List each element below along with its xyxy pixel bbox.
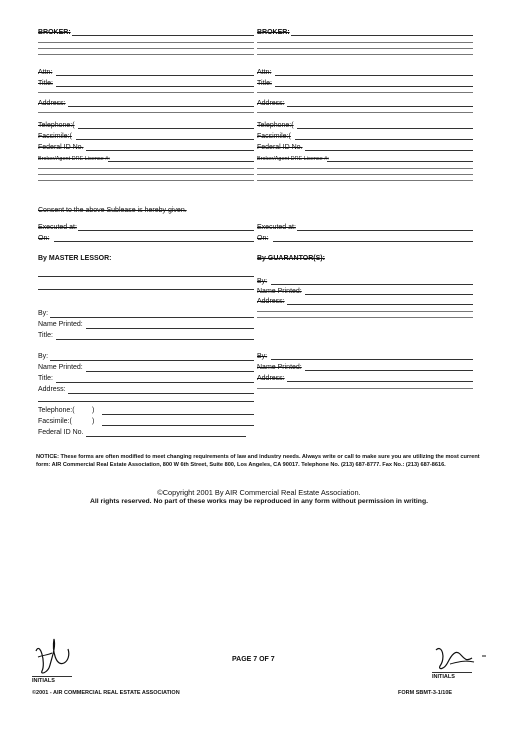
broker-left-line: [38, 174, 254, 175]
broker-right-line: [257, 174, 473, 175]
guarantor-line: [257, 388, 473, 389]
guarantor-heading: By GUARANTOR(S):: [257, 255, 325, 262]
master-lessor-telephone-label: Telephone:(: [38, 407, 75, 414]
guarantor-address2-line: [287, 381, 473, 382]
master-lessor-by1-label: By:: [38, 310, 49, 317]
broker-left-federal-id-label: Federal ID No.: [38, 144, 84, 151]
guarantor-name2-label: Name Printed:: [257, 364, 302, 371]
master-lessor-address-label: Address:: [38, 386, 66, 393]
broker-right-heading: BROKER:: [257, 29, 290, 36]
broker-left-line: [38, 112, 254, 113]
broker-right-line: [257, 180, 473, 181]
notice-text: NOTICE: These forms are often modified to meet changing requirements of law and industry needs. Always write or call to make sure you are utilizing the most current form: AIR Commercial Real Estate Association, 800 W 6th Street, Suite 800, Los Angeles, CA 90017. Telephone No. (213) 687-8777. Fax No.: (213) 687-8616.: [36, 454, 480, 468]
copyright-line-2: All rights reserved. No part of these works may be reproduced in any form without permission in writing.: [89, 498, 429, 505]
consent-executed-left-line: [78, 230, 254, 231]
master-lessor-address-line: [68, 393, 254, 394]
master-lessor-telephone-line: [102, 414, 254, 415]
consent-on-left-label: On:: [38, 235, 50, 242]
broker-left-line: [38, 168, 254, 169]
initials-right-label: INITIALS: [432, 674, 455, 680]
broker-left-line: [72, 35, 254, 36]
master-lessor-title1-line: [56, 339, 254, 340]
master-lessor-title1-label: Title:: [38, 332, 53, 339]
guarantor-by1-label: By:: [257, 278, 268, 285]
consent-on-right-label: On:: [257, 235, 269, 242]
guarantor-name1-line: [305, 294, 473, 295]
broker-left-attn-label: Attn:: [38, 69, 53, 76]
master-lessor-name1-label: Name Printed:: [38, 321, 83, 328]
initials-right-signature: [430, 640, 490, 676]
copyright-line-1: ©Copyright 2001 By AIR Commercial Real Estate Association.: [157, 488, 361, 497]
broker-left-title-line: [56, 86, 254, 87]
master-lessor-name2-line: [86, 371, 254, 372]
broker-left-title-label: Title:: [38, 80, 53, 87]
broker-left-address-label: Address:: [38, 100, 66, 107]
guarantor-by1-line: [271, 284, 473, 285]
broker-right-line: [257, 48, 473, 49]
page-number: PAGE 7 OF 7: [232, 656, 275, 663]
master-lessor-federal-id-line: [86, 436, 246, 437]
broker-right-address-line: [287, 106, 473, 107]
broker-right-dre-line: [327, 161, 473, 162]
broker-right-federal-id-label: Federal ID No.: [257, 144, 303, 151]
broker-left-dre-label: Broker/Agent DRE License #:: [38, 156, 110, 162]
broker-left-line: [38, 92, 254, 93]
broker-right-line: [257, 54, 473, 55]
broker-left-dre-line: [108, 161, 254, 162]
master-lessor-line: [38, 276, 254, 277]
consent-on-right-line: [273, 241, 473, 242]
broker-left-heading: BROKER:: [38, 29, 71, 36]
broker-left-line: [38, 180, 254, 181]
master-lessor-title2-label: Title:: [38, 375, 53, 382]
broker-left-line: [38, 42, 254, 43]
consent-executed-right-label: Executed at:: [257, 224, 296, 231]
initials-left-label: INITIALS: [32, 678, 55, 684]
broker-right-line: [291, 35, 473, 36]
broker-right-line: [257, 168, 473, 169]
broker-right-address-label: Address:: [257, 100, 285, 107]
broker-right-line: [257, 112, 473, 113]
footer-copyright: ©2001 - AIR COMMERCIAL REAL ESTATE ASSOCIATION: [32, 690, 180, 696]
master-lessor-facsimile-label: Facsimile:(: [38, 418, 72, 425]
initials-left-signature: [30, 633, 76, 677]
guarantor-line: [257, 311, 473, 312]
guarantor-address1-line: [287, 304, 473, 305]
master-lessor-telephone-close: ): [92, 407, 95, 414]
master-lessor-facsimile-line: [102, 425, 254, 426]
master-lessor-title2-line: [56, 382, 254, 383]
broker-right-telephone-line: [297, 128, 473, 129]
broker-right-dre-label: Broker/Agent DRE License #:: [257, 156, 329, 162]
guarantor-address1-label: Address:: [257, 298, 285, 305]
broker-left-facsimile-line: [76, 139, 254, 140]
broker-right-attn-label: Attn:: [257, 69, 272, 76]
broker-right-line: [257, 92, 473, 93]
broker-right-attn-line: [275, 75, 473, 76]
guarantor-by2-line: [271, 359, 473, 360]
broker-left-address-line: [68, 106, 254, 107]
broker-right-title-line: [275, 86, 473, 87]
guarantor-address2-label: Address:: [257, 375, 285, 382]
broker-left-attn-line: [56, 75, 254, 76]
broker-right-facsimile-label: Facsimile:(: [257, 133, 291, 140]
broker-left-telephone-line: [78, 128, 254, 129]
master-lessor-name2-label: Name Printed:: [38, 364, 83, 371]
master-lessor-facsimile-close: ): [92, 418, 95, 425]
guarantor-name2-line: [305, 370, 473, 371]
consent-executed-right-line: [297, 230, 473, 231]
master-lessor-line: [38, 401, 254, 402]
broker-right-facsimile-line: [295, 139, 473, 140]
guarantor-name1-label: Name Printed:: [257, 288, 302, 295]
broker-left-line: [38, 54, 254, 55]
consent-on-left-line: [54, 241, 254, 242]
broker-right-title-label: Title:: [257, 80, 272, 87]
master-lessor-by2-label: By:: [38, 353, 49, 360]
consent-text: Consent to the above Sublease is hereby given.: [38, 207, 187, 214]
footer-form-number: FORM SBMT-3-1/10E: [398, 690, 453, 696]
master-lessor-by1-line: [50, 317, 254, 318]
consent-executed-left-label: Executed at:: [38, 224, 77, 231]
broker-right-line: [257, 42, 473, 43]
broker-left-line: [38, 48, 254, 49]
master-lessor-line: [38, 289, 254, 290]
broker-right-telephone-label: Telephone:(: [257, 122, 294, 129]
master-lessor-name1-line: [86, 328, 254, 329]
guarantor-line: [257, 317, 473, 318]
master-lessor-by2-line: [50, 360, 254, 361]
master-lessor-federal-id-label: Federal ID No.: [38, 429, 84, 436]
broker-left-federal-id-line: [86, 150, 254, 151]
broker-right-federal-id-line: [305, 150, 473, 151]
broker-left-telephone-label: Telephone:(: [38, 122, 75, 129]
guarantor-by2-label: By:: [257, 353, 268, 360]
master-lessor-heading: By MASTER LESSOR:: [38, 255, 112, 262]
broker-left-facsimile-label: Facsimile:(: [38, 133, 72, 140]
